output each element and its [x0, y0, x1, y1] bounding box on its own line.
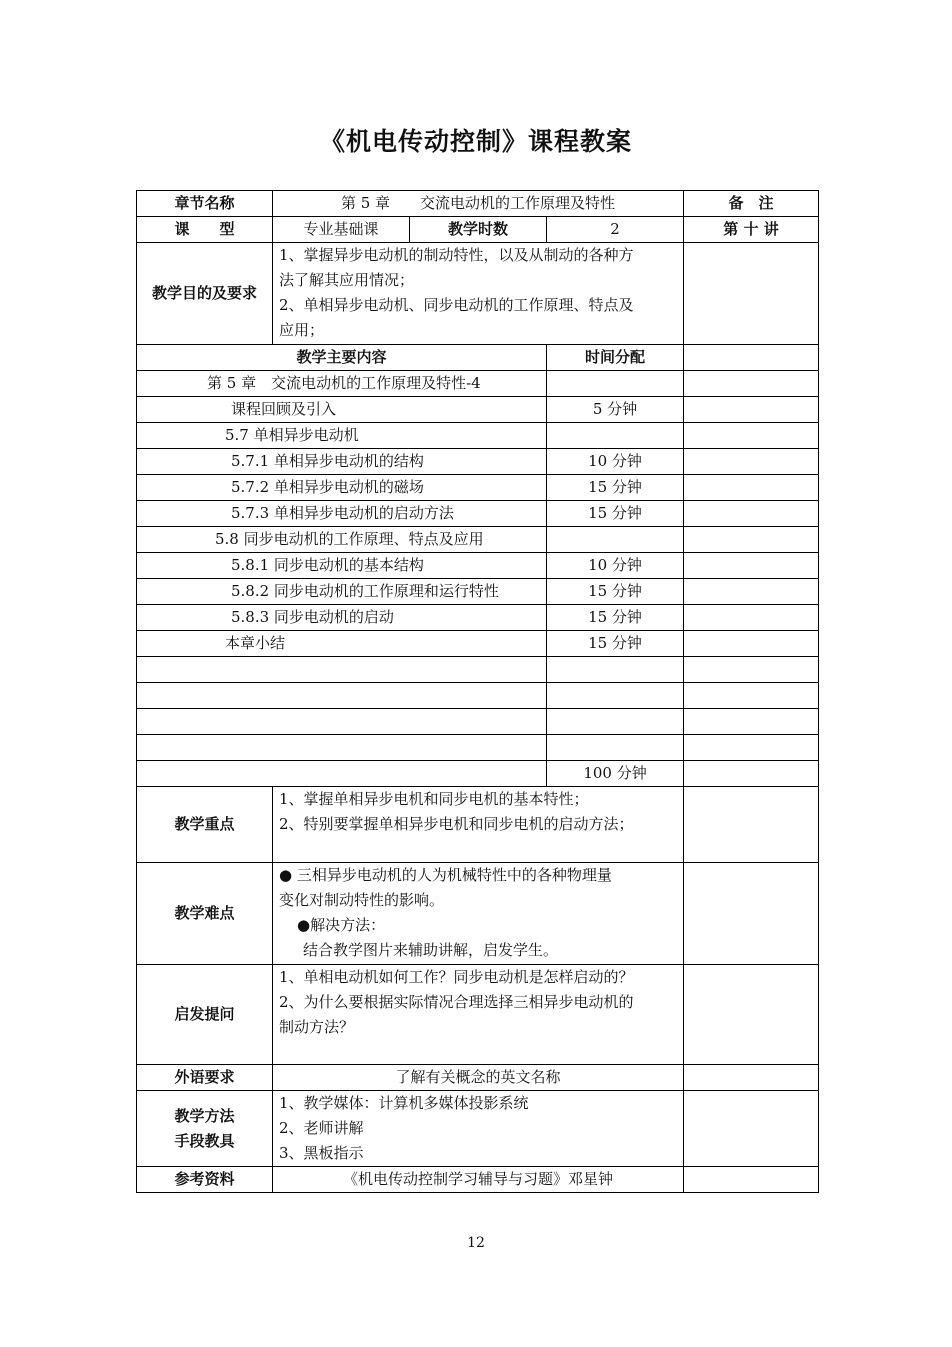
content-item: 5.7.2 单相异步电动机的磁场	[137, 475, 547, 501]
lecture-label: 第 十 讲	[684, 217, 819, 243]
references-row	[137, 1167, 819, 1193]
methods-label-line: 手段教具	[174, 1131, 235, 1150]
content-time: 15 分钟	[547, 631, 684, 657]
methods-text	[273, 1091, 684, 1167]
note-cell	[684, 1065, 819, 1091]
empty-cell	[137, 761, 547, 787]
page-title: 《机电传动控制》课程教案	[319, 127, 632, 156]
empty-cell	[547, 735, 684, 761]
content-time: 5 分钟	[547, 397, 684, 423]
content-row	[137, 501, 819, 527]
note-cell	[684, 605, 819, 631]
total-time: 100 分钟	[547, 761, 684, 787]
content-item: 5.8 同步电动机的工作原理、特点及应用	[137, 527, 547, 553]
content-time	[547, 371, 684, 397]
goals-label: 教学目的及要求	[137, 243, 273, 345]
goals-line: 法了解其应用情况；	[279, 271, 415, 289]
content-item: 课程回顾及引入	[137, 397, 547, 423]
content-item: 5.7.1 单相异步电动机的结构	[137, 449, 547, 475]
content-time: 10 分钟	[547, 553, 684, 579]
references-value: 《机电传动控制学习辅导与习题》邓星钟	[273, 1167, 684, 1193]
empty-cell	[684, 683, 819, 709]
content-time: 15 分钟	[547, 579, 684, 605]
content-header-row	[137, 345, 819, 371]
content-time	[547, 527, 684, 553]
note-cell	[684, 761, 819, 787]
content-item: 5.7.3 单相异步电动机的启动方法	[137, 501, 547, 527]
content-time: 15 分钟	[547, 501, 684, 527]
difficulties-label: 教学难点	[137, 863, 273, 965]
key-point-line: 2、特别要掌握单相异步电机和同步电机的启动方法；	[279, 815, 634, 833]
language-row	[137, 1065, 819, 1091]
difficulties-text	[273, 863, 684, 965]
questions-label: 启发提问	[137, 965, 273, 1065]
empty-cell	[547, 709, 684, 735]
method-line: 2、老师讲解	[279, 1119, 364, 1137]
key-point-line: 1、掌握单相异步电机和同步电机的基本特性；	[279, 790, 589, 808]
questions-row	[137, 965, 819, 1065]
solution-text: 结合教学图片来辅助讲解，启发学生。	[303, 941, 559, 959]
empty-cell	[547, 683, 684, 709]
note-cell	[684, 371, 819, 397]
question-line: 制动方法？	[279, 1018, 355, 1036]
content-item: 5.8.3 同步电动机的启动	[137, 605, 547, 631]
empty-row	[137, 735, 819, 761]
note-label: 备 注	[684, 191, 819, 217]
content-row	[137, 475, 819, 501]
method-line: 1、教学媒体：计算机多媒体投影系统	[279, 1094, 529, 1112]
note-cell	[684, 449, 819, 475]
content-time: 15 分钟	[547, 475, 684, 501]
note-cell	[684, 527, 819, 553]
content-item: 第 5 章 交流电动机的工作原理及特性-4	[137, 371, 547, 397]
content-row	[137, 579, 819, 605]
methods-label	[137, 1091, 273, 1167]
note-cell	[684, 863, 819, 965]
empty-cell	[137, 683, 547, 709]
empty-cell	[137, 735, 547, 761]
note-cell	[684, 965, 819, 1065]
content-row	[137, 553, 819, 579]
key-points-text	[273, 787, 684, 863]
question-line: 1、单相电动机如何工作？同步电动机是怎样启动的？	[279, 968, 634, 986]
empty-cell	[684, 657, 819, 683]
content-item: 5.8.2 同步电动机的工作原理和运行特性	[137, 579, 547, 605]
note-cell	[684, 345, 819, 371]
content-row	[137, 423, 819, 449]
empty-cell	[684, 709, 819, 735]
note-cell	[684, 1167, 819, 1193]
methods-row	[137, 1091, 819, 1167]
difficulty-line: ● 三相异步电动机的人为机械特性中的各种物理量	[279, 866, 612, 884]
chapter-row	[137, 191, 819, 217]
language-label: 外语要求	[137, 1065, 273, 1091]
content-time	[547, 423, 684, 449]
key-points-label: 教学重点	[137, 787, 273, 863]
method-line: 3、黑板指示	[279, 1144, 364, 1162]
content-item: 5.7 单相异步电动机	[137, 423, 547, 449]
note-cell	[684, 475, 819, 501]
total-row	[137, 761, 819, 787]
note-cell	[684, 553, 819, 579]
time-header: 时间分配	[547, 345, 684, 371]
goals-row	[137, 243, 819, 345]
empty-cell	[684, 735, 819, 761]
key-points-row	[137, 787, 819, 863]
hours-value: 2	[547, 217, 684, 243]
content-item: 5.8.1 同步电动机的基本结构	[137, 553, 547, 579]
language-value: 了解有关概念的英文名称	[273, 1065, 684, 1091]
content-row	[137, 631, 819, 657]
type-row	[137, 217, 819, 243]
content-header: 教学主要内容	[137, 345, 547, 371]
page-number: 12	[467, 1235, 485, 1251]
type-value: 专业基础课	[273, 217, 410, 243]
content-row	[137, 371, 819, 397]
empty-row	[137, 709, 819, 735]
content-time: 10 分钟	[547, 449, 684, 475]
empty-cell	[137, 657, 547, 683]
content-item: 本章小结	[137, 631, 547, 657]
content-row	[137, 397, 819, 423]
empty-row	[137, 657, 819, 683]
content-row	[137, 449, 819, 475]
lesson-plan-table	[136, 190, 819, 1193]
note-cell	[684, 787, 819, 863]
note-cell	[684, 1091, 819, 1167]
goals-text	[273, 243, 684, 345]
references-label: 参考资料	[137, 1167, 273, 1193]
content-time: 15 分钟	[547, 605, 684, 631]
empty-cell	[547, 657, 684, 683]
empty-row	[137, 683, 819, 709]
difficulties-row	[137, 863, 819, 965]
empty-cell	[137, 709, 547, 735]
note-cell	[684, 397, 819, 423]
note-cell	[684, 631, 819, 657]
type-label: 课 型	[137, 217, 273, 243]
hours-label: 教学时数	[410, 217, 547, 243]
difficulty-line: 变化对制动特性的影响。	[279, 891, 445, 909]
content-row	[137, 605, 819, 631]
methods-label-line: 教学方法	[174, 1106, 235, 1125]
note-cell	[684, 423, 819, 449]
chapter-label: 章节名称	[137, 191, 273, 217]
note-cell	[684, 579, 819, 605]
question-line: 2、为什么要根据实际情况合理选择三相异步电动机的	[279, 993, 634, 1011]
questions-text	[273, 965, 684, 1065]
content-row	[137, 527, 819, 553]
goals-line: 1、掌握异步电动机的制动特性，以及从制动的各种方	[279, 246, 634, 264]
goals-line: 2、单相异步电动机、同步电动机的工作原理、特点及	[279, 296, 634, 314]
goals-note	[684, 243, 819, 345]
note-cell	[684, 501, 819, 527]
chapter-value: 第 5 章 交流电动机的工作原理及特性	[273, 191, 684, 217]
goals-line: 应用；	[279, 321, 325, 339]
solution-heading: ●解决方法：	[297, 916, 386, 934]
